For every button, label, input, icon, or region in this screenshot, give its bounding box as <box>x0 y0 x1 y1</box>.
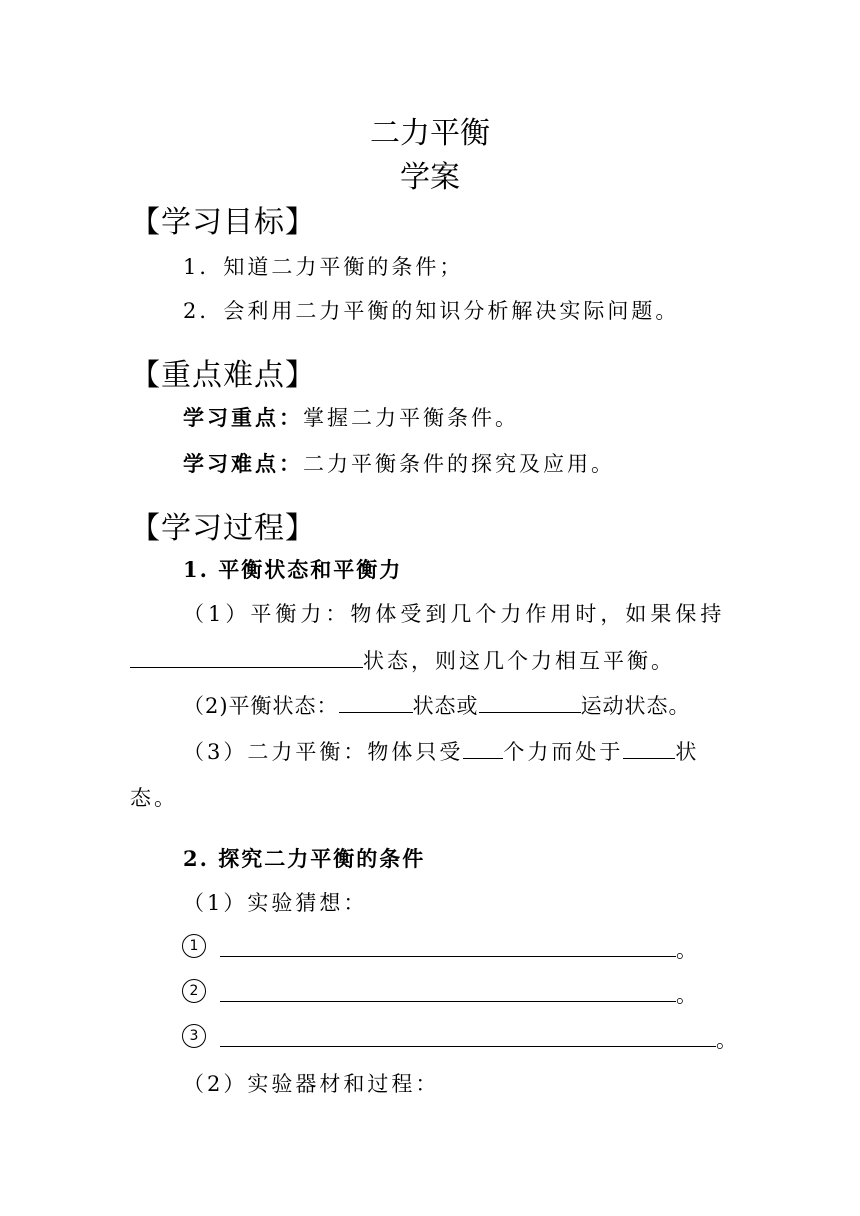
part2-title: 2. 探究二力平衡的条件 <box>183 846 426 871</box>
guess-answer-line-2[interactable] <box>220 1001 676 1002</box>
section-heading-process: 【学习过程】 <box>130 511 316 546</box>
guess-period-2: 。 <box>676 983 697 1007</box>
balance-state-or: 状态或 <box>412 694 479 718</box>
key-point-text: 掌握二力平衡条件。 <box>303 406 519 430</box>
balance-state-label: （2)平衡状态： <box>183 694 339 718</box>
circled-number: 3 <box>182 1024 206 1048</box>
two-force-mid: 个力而处于 <box>503 740 624 764</box>
balance-force-def-line2 <box>130 645 675 675</box>
section-heading-objectives: 【学习目标】 <box>130 205 316 240</box>
balance-state-tail: 运动状态。 <box>580 694 691 718</box>
guess-period-3: 。 <box>716 1028 737 1052</box>
key-point-label: 学习重点： <box>183 405 303 430</box>
objective-item-1: 1．知道二力平衡的条件； <box>183 255 464 279</box>
materials-label: （2）实验器材和过程： <box>183 1072 440 1096</box>
difficulty-text: 二力平衡条件的探究及应用。 <box>303 452 615 476</box>
part1-title: 1. 平衡状态和平衡力 <box>183 557 403 582</box>
two-force-label: （3）二力平衡：物体只受 <box>183 740 464 764</box>
fill-blank-motion[interactable] <box>479 690 581 713</box>
fill-blank-state[interactable] <box>130 645 363 668</box>
guess-answer-line-3[interactable] <box>220 1046 716 1047</box>
guess-row-2 <box>182 977 697 1007</box>
difficulty-label: 学习难点： <box>183 451 303 476</box>
key-point-line <box>183 402 519 432</box>
objective-item-2: 2．会利用二力平衡的知识分析解决实际问题。 <box>183 299 680 323</box>
difficulty-line <box>183 448 615 478</box>
two-force-tail: 状 <box>675 740 700 764</box>
guess-row-1 <box>182 932 697 962</box>
two-force-balance-line <box>183 736 699 766</box>
fill-blank-state-2[interactable] <box>623 736 675 759</box>
experiment-guess-label: （1）实验猜想： <box>183 891 368 915</box>
page-title: 二力平衡 <box>370 116 490 151</box>
circled-number: 2 <box>182 979 206 1003</box>
fill-blank-state-1[interactable] <box>339 690 413 713</box>
guess-answer-line-1[interactable] <box>220 956 676 957</box>
guess-period-1: 。 <box>676 938 697 962</box>
balance-state-line <box>183 690 691 720</box>
circled-number: 1 <box>182 934 206 958</box>
balance-force-def-line1: （1）平衡力：物体受到几个力作用时，如果保持 <box>183 602 726 626</box>
guess-row-3 <box>182 1022 737 1052</box>
balance-force-def-tail: 状态，则这几个力相互平衡。 <box>363 649 675 673</box>
two-force-continuation: 态。 <box>130 786 178 810</box>
section-heading-key-points: 【重点难点】 <box>130 358 316 393</box>
page-subtitle: 学案 <box>400 160 460 195</box>
fill-blank-count[interactable] <box>463 736 503 759</box>
